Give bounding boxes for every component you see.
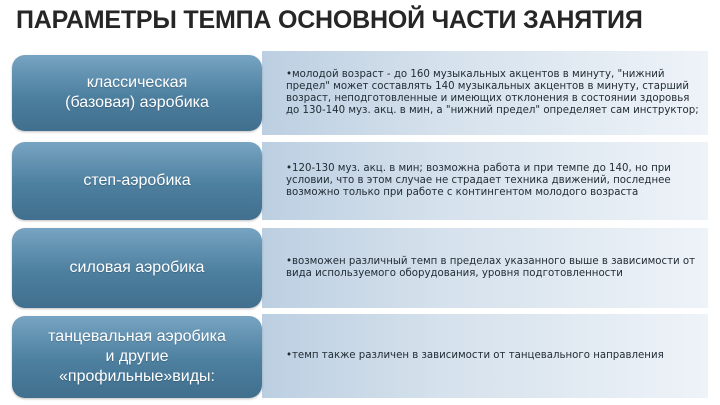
detail-band xyxy=(262,314,708,398)
detail-band xyxy=(262,142,708,220)
detail-text xyxy=(286,350,664,362)
bullet-glyph: • xyxy=(286,349,293,361)
bullet-glyph: • xyxy=(286,255,293,267)
detail-text xyxy=(286,256,700,280)
label-box xyxy=(12,316,262,398)
bullet-glyph: • xyxy=(286,162,293,174)
label-line: и другие xyxy=(105,348,169,365)
slide-title: ПАРАМЕТРЫ ТЕМПА ОСНОВНОЙ ЧАСТИ ЗАНЯТИЯ xyxy=(16,6,643,34)
label-box xyxy=(12,142,262,220)
detail-description: 120-130 муз. акц. в мин; возможна работа и при темпе до 140, но при условии, что в этом случае не страдает техника движений, последнее возможно только при работе с контингентом молодого возраста xyxy=(286,162,671,199)
detail-description: возможен различный темп в пределах указанного выше в зависимости от вида используемого оборудования, уровня подготовленности xyxy=(286,255,696,279)
label-box xyxy=(12,55,262,131)
detail-text xyxy=(286,69,700,118)
label-line: степ-аэробика xyxy=(83,172,191,189)
label-line: классическая xyxy=(86,74,188,91)
label-line: танцевальная аэробика xyxy=(48,328,226,345)
tempo-row-classic-aerobics xyxy=(0,51,720,135)
detail-description: молодой возраст - до 160 музыкальных акцентов в минуту, "нижний предел" может составлять 140 музыкальных акцентов в минуту, старший возраст, неподготовленные и имеющих отклонения в состоянии здоровья до 130-140 муз. акц. в мин, а "нижний предел" определяет сам инструктор; xyxy=(286,68,699,117)
label-text xyxy=(42,327,232,387)
bullet-glyph: • xyxy=(286,68,293,80)
detail-band xyxy=(262,228,708,308)
label-text xyxy=(64,258,211,278)
tempo-row-strength-aerobics xyxy=(0,228,720,308)
detail-band xyxy=(262,51,708,135)
tempo-row-step-aerobics xyxy=(0,142,720,220)
label-box xyxy=(12,228,262,308)
label-line: «профильные»виды: xyxy=(59,368,215,385)
label-text xyxy=(59,73,215,113)
detail-description: темп также различен в зависимости от танцевального направления xyxy=(292,349,664,361)
detail-text xyxy=(286,163,700,200)
label-line: силовая аэробика xyxy=(69,259,205,276)
label-text xyxy=(77,171,196,191)
tempo-row-dance-aerobics xyxy=(0,314,720,398)
label-line: (базовая) аэробика xyxy=(65,94,209,111)
